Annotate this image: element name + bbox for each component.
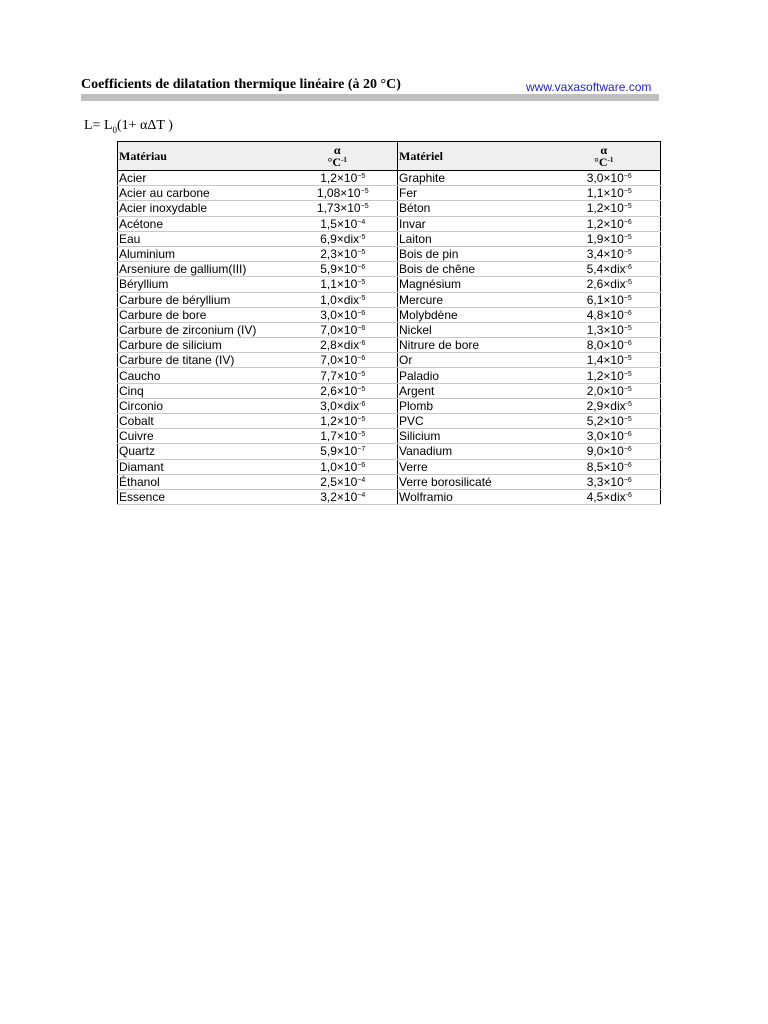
header-rule: [81, 94, 659, 101]
coefficient-value: $1,7\times 10^{-5}$: [278, 429, 398, 444]
material-name: Molybdène: [398, 307, 548, 322]
coefficient-value: $1,4\times 10^{-5}$: [548, 353, 661, 368]
coefficient-value: $1,3\times 10^{-5}$: [548, 322, 661, 337]
alpha-symbol: α: [333, 143, 341, 157]
material-name: Bois de pin: [398, 246, 548, 261]
formula-length: L= L: [84, 118, 113, 133]
coefficient-value: $5,9\times 10^{-6}$: [278, 262, 398, 277]
coefficient-value: $1,08\times 10^{-5}$: [278, 186, 398, 201]
material-name: Argent: [398, 383, 548, 398]
table-row: [118, 231, 661, 246]
coefficient-value: 5,4×dix$^{-6}$: [548, 262, 661, 277]
coefficient-value: $3,0\times 10^{-6}$: [278, 307, 398, 322]
coefficient-value: 3,0×dix$^{-6}$: [278, 398, 398, 413]
material-name: Essence: [118, 489, 278, 504]
coefficient-value: $3,0\times 10^{-6}$: [548, 171, 661, 186]
material-name: Acétone: [118, 216, 278, 231]
coefficient-value: $1,73\times 10^{-5}$: [278, 201, 398, 216]
coefficient-value: $8,5\times 10^{-6}$: [548, 459, 661, 474]
material-name: Nitrure de bore: [398, 338, 548, 353]
alpha-unit: $^\circ C^{-1}$: [594, 155, 614, 169]
coefficient-value: $4,8\times 10^{-6}$: [548, 307, 661, 322]
header-alpha-right: [548, 142, 661, 171]
coefficient-value: $9,0\times 10^{-6}$: [548, 444, 661, 459]
material-name: Quartz: [118, 444, 278, 459]
material-name: Éthanol: [118, 474, 278, 489]
table-row: [118, 474, 661, 489]
table-row: [118, 307, 661, 322]
material-name: Invar: [398, 216, 548, 231]
material-name: Cinq: [118, 383, 278, 398]
table-row: [118, 368, 661, 383]
material-name: Acier inoxydable: [118, 201, 278, 216]
material-name: Verre borosilicaté: [398, 474, 548, 489]
expansion-formula: [84, 118, 173, 135]
header-material-right: Matériel: [398, 142, 548, 171]
material-name: Carbure de béryllium: [118, 292, 278, 307]
alpha-symbol: α: [600, 143, 608, 157]
table-row: [118, 489, 661, 504]
coefficient-value: $3,4\times 10^{-5}$: [548, 246, 661, 261]
table-row: [118, 459, 661, 474]
material-name: Paladio: [398, 368, 548, 383]
website-link[interactable]: www.vaxasoftware.com: [526, 80, 652, 94]
material-name: Vanadium: [398, 444, 548, 459]
material-name: Graphite: [398, 171, 548, 186]
coefficient-value: $2,5\times 10^{-4}$: [278, 474, 398, 489]
table-header-row: [118, 142, 661, 171]
table-row: [118, 414, 661, 429]
coefficient-value: 2,9×dix$^{-5}$: [548, 398, 661, 413]
table-row: [118, 398, 661, 413]
coefficient-value: $2,3\times 10^{-5}$: [278, 246, 398, 261]
coefficients-table: [117, 141, 661, 505]
header-alpha-left: [278, 142, 398, 171]
material-name: Laiton: [398, 231, 548, 246]
table-row: [118, 186, 661, 201]
coefficient-value: $3,0\times 10^{-6}$: [548, 429, 661, 444]
coefficient-value: $8,0\times 10^{-6}$: [548, 338, 661, 353]
table-row: [118, 262, 661, 277]
material-name: Circonio: [118, 398, 278, 413]
coefficient-value: $1,5\times 10^{-4}$: [278, 216, 398, 231]
coefficient-value: $7,0\times 10^{-6}$: [278, 353, 398, 368]
formula-rest: (1+ αΔT ): [117, 118, 173, 133]
coefficient-value: $2,6\times 10^{-5}$: [278, 383, 398, 398]
table-row: [118, 383, 661, 398]
table-row: [118, 277, 661, 292]
coefficient-value: $1,2\times 10^{-5}$: [278, 414, 398, 429]
table-row: [118, 338, 661, 353]
material-name: Eau: [118, 231, 278, 246]
coefficient-value: $1,2\times 10^{-5}$: [548, 201, 661, 216]
table-row: [118, 216, 661, 231]
material-name: Aluminium: [118, 246, 278, 261]
table-row: [118, 353, 661, 368]
table-row: [118, 246, 661, 261]
coefficient-value: $7,0\times 10^{-6}$: [278, 322, 398, 337]
material-name: Verre: [398, 459, 548, 474]
coefficient-value: $1,0\times 10^{-6}$: [278, 459, 398, 474]
coefficient-value: $5,2\times 10^{-5}$: [548, 414, 661, 429]
material-name: Carbure de silicium: [118, 338, 278, 353]
coefficient-value: $1,1\times 10^{-5}$: [278, 277, 398, 292]
table-row: [118, 322, 661, 337]
material-name: Diamant: [118, 459, 278, 474]
material-name: Arseniure de gallium(III): [118, 262, 278, 277]
material-name: Carbure de bore: [118, 307, 278, 322]
coefficient-value: 2,6×dix$^{-5}$: [548, 277, 661, 292]
coefficient-value: $5,9\times 10^{-7}$: [278, 444, 398, 459]
coefficient-value: $2,0\times 10^{-5}$: [548, 383, 661, 398]
alpha-unit: $^\circ C^{-1}$: [327, 155, 347, 169]
material-name: Mercure: [398, 292, 548, 307]
table-row: [118, 171, 661, 186]
coefficient-value: $7,7\times 10^{-5}$: [278, 368, 398, 383]
material-name: Acier: [118, 171, 278, 186]
material-name: Or: [398, 353, 548, 368]
coefficient-value: 2,8×dix$^{-6}$: [278, 338, 398, 353]
material-name: Silicium: [398, 429, 548, 444]
material-name: Acier au carbone: [118, 186, 278, 201]
coefficient-value: 1,0×dix$^{-5}$: [278, 292, 398, 307]
table-row: [118, 429, 661, 444]
coefficient-value: $3,3\times 10^{-6}$: [548, 474, 661, 489]
coefficient-value: $6,1\times 10^{-5}$: [548, 292, 661, 307]
material-name: Nickel: [398, 322, 548, 337]
material-name: Caucho: [118, 368, 278, 383]
material-name: Wolframio: [398, 489, 548, 504]
material-name: Cuivre: [118, 429, 278, 444]
table-row: [118, 201, 661, 216]
coefficient-value: $3,2\times 10^{-4}$: [278, 489, 398, 504]
coefficient-value: $1,9\times 10^{-5}$: [548, 231, 661, 246]
coefficient-value: $1,1\times 10^{-5}$: [548, 186, 661, 201]
formula-subscript: 0: [112, 124, 117, 135]
page-title: Coefficients de dilatation thermique linéaire (à 20 °C): [81, 77, 401, 92]
material-name: Fer: [398, 186, 548, 201]
material-name: Carbure de zirconium (IV): [118, 322, 278, 337]
header-material-left: Matériau: [118, 142, 278, 171]
coefficient-value: $1,2\times 10^{-5}$: [548, 368, 661, 383]
material-name: Magnésium: [398, 277, 548, 292]
material-name: Carbure de titane (IV): [118, 353, 278, 368]
material-name: Béryllium: [118, 277, 278, 292]
material-name: Cobalt: [118, 414, 278, 429]
material-name: PVC: [398, 414, 548, 429]
material-name: Bois de chêne: [398, 262, 548, 277]
table-row: [118, 292, 661, 307]
material-name: Plomb: [398, 398, 548, 413]
coefficient-value: $1,2\times 10^{-5}$: [278, 171, 398, 186]
material-name: Béton: [398, 201, 548, 216]
coefficient-value: 6,9×dix$^{-5}$: [278, 231, 398, 246]
coefficient-value: $1,2\times 10^{-6}$: [548, 216, 661, 231]
table-row: [118, 444, 661, 459]
coefficient-value: 4,5×dix$^{-6}$: [548, 489, 661, 504]
